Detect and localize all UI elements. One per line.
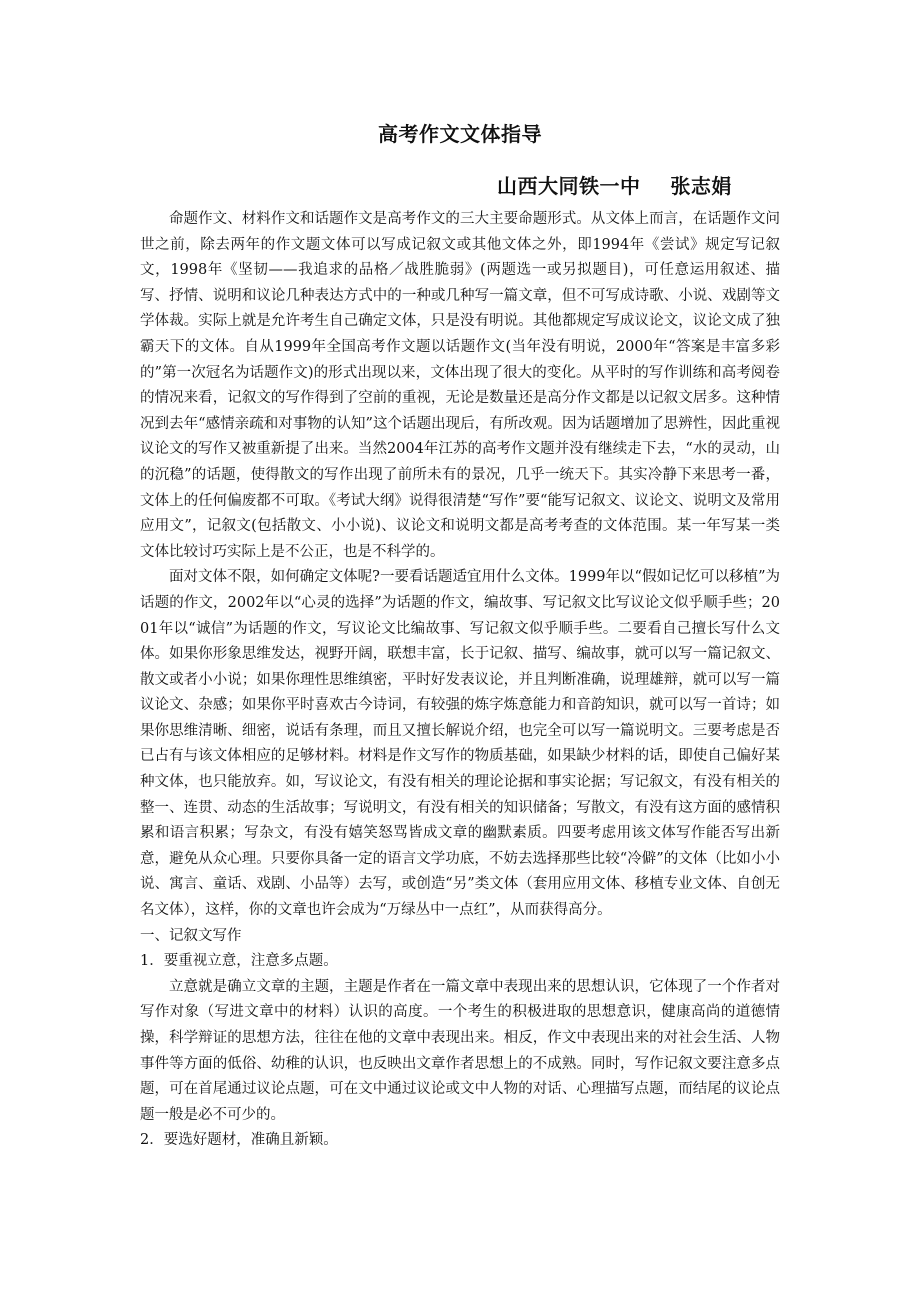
document-body xyxy=(140,207,780,1154)
paragraph-intro: 命题作文、材料作文和话题作文是高考作文的三大主要命题形式。从文体上而言，在话题作文问世之前，除去两年的作文题文体可以写成记叙文或其他文体之外，即1994年《尝试》规定写记叙文，1998年《坚韧——我追求的品格／战胜脆弱》(两题选一或另拟题目)，可任意运用叙述、描写、抒情、说明和议论几种表达方式中的一种或几种写一篇文章，但不可写成诗歌、小说、戏剧等文学体裁。实际上就是允许考生自己确定文体，只是没有明说。其他都规定写成议论文，议论文成了独霸天下的文体。自从1999年全国高考作文题以话题作文(当年没有明说，2000年“答案是丰富多彩的”第一次冠名为话题作文)的形式出现以来，文体出现了很大的变化。从平时的写作训练和高考阅卷的情况来看，记叙文的写作得到了空前的重视，无论是数量还是高分作文都是以记叙文居多。这种情况到去年“感情亲疏和对事物的认知”这个话题出现后，有所改观。因为话题增加了思辨性，因此重视议论文的写作又被重新提了出来。当然2004年江苏的高考作文题并没有继续走下去，“水的灵动，山的沉稳”的话题，使得散文的写作出现了前所未有的景况，几乎一统天下。其实冷静下来思考一番，文体上的任何偏废都不可取。《考试大纲》说得很清楚“写作”要“能写记叙文、议论文、说明文及常用应用文”，记叙文(包括散文、小小说)、议论文和说明文都是高考考查的文体范围。某一年写某一类文体比较讨巧实际上是不公正，也是不科学的。 xyxy=(140,211,780,560)
document-title: 高考作文文体指导 xyxy=(378,122,542,146)
section-heading: 一、记叙文写作 xyxy=(140,927,242,944)
paragraph-choosing-style: 面对文体不限，如何确定文体呢?一要看话题适宜用什么文体。1999年以“假如记忆可以移植”为话题的作文，2002年以“心灵的选择”为话题的作文，编故事、写记叙文比写议论文似乎顺手些；2001年以“诚信”为话题的作文，写议论文比编故事、写记叙文似乎顺手些。二要看自己擅长写什么文体。如果你形象思维发达，视野开阔，联想丰富，长于记叙、描写、编故事，就可以写一篇记叙文、散文或者小小说；如果你理性思维缜密，平时好发表议论，并且判断准确，说理雄辩，就可以写一篇议论文、杂感；如果你平时喜欢古今诗词，有较强的炼字炼意能力和音韵知识，就可以写一首诗；如果你思维清晰、细密，说话有条理，而且又擅长解说介绍，也完全可以写一篇说明文。三要考虑是否已占有与该文体相应的足够材料。材料是作文写作的物质基础，如果缺少材料的话，即使自己偏好某种文体，也只能放弃。如，写议论文，有没有相关的理论论据和事实论据；写记叙文，有没有相关的整一、连贯、动态的生活故事；写说明文，有没有相关的知识储备；写散文，有没有这方面的感情积累和语言积累；写杂文，有没有嬉笑怒骂皆成文章的幽默素质。四要考虑用该文体写作能否写出新意，避免从众心理。只要你具备一定的语言文学功底，不妨去选择那些比较“冷僻”的文体（比如小小说、寓言、童话、戏剧、小品等）去写，或创造“另”类文体（套用应用文体、移植专业文体、自创无名文体），这样，你的文章也许会成为“万绿丛中一点红”，从而获得高分。 xyxy=(140,569,780,919)
paragraph-theme: 立意就是确立文章的主题，主题是作者在一篇文章中表现出来的思想认识，它体现了一个作者对写作对象（写进文章中的材料）认识的高度。一个考生的积极进取的思想意识，健康高尚的道德情操，科学辩证的思想方法，往往在他的文章中表现出来。相反，作文中表现出来的对社会生活、人物事件等方面的低俗、幼稚的认识，也反映出文章作者思想上的不成熟。同时，写作记叙文要注意多点题，可在首尾通过议论点题，可在文中通过议论或文中人物的对话、心理描写点题，而结尾的议论点题一般是必不可少的。 xyxy=(140,978,780,1123)
author-line: 山西大同铁一中 张志娟 xyxy=(497,174,732,198)
subsection-heading: 1．要重视立意，注意多点题。 xyxy=(140,953,338,970)
subsection-heading: 2．要选好题材，准确且新颖。 xyxy=(140,1132,338,1149)
